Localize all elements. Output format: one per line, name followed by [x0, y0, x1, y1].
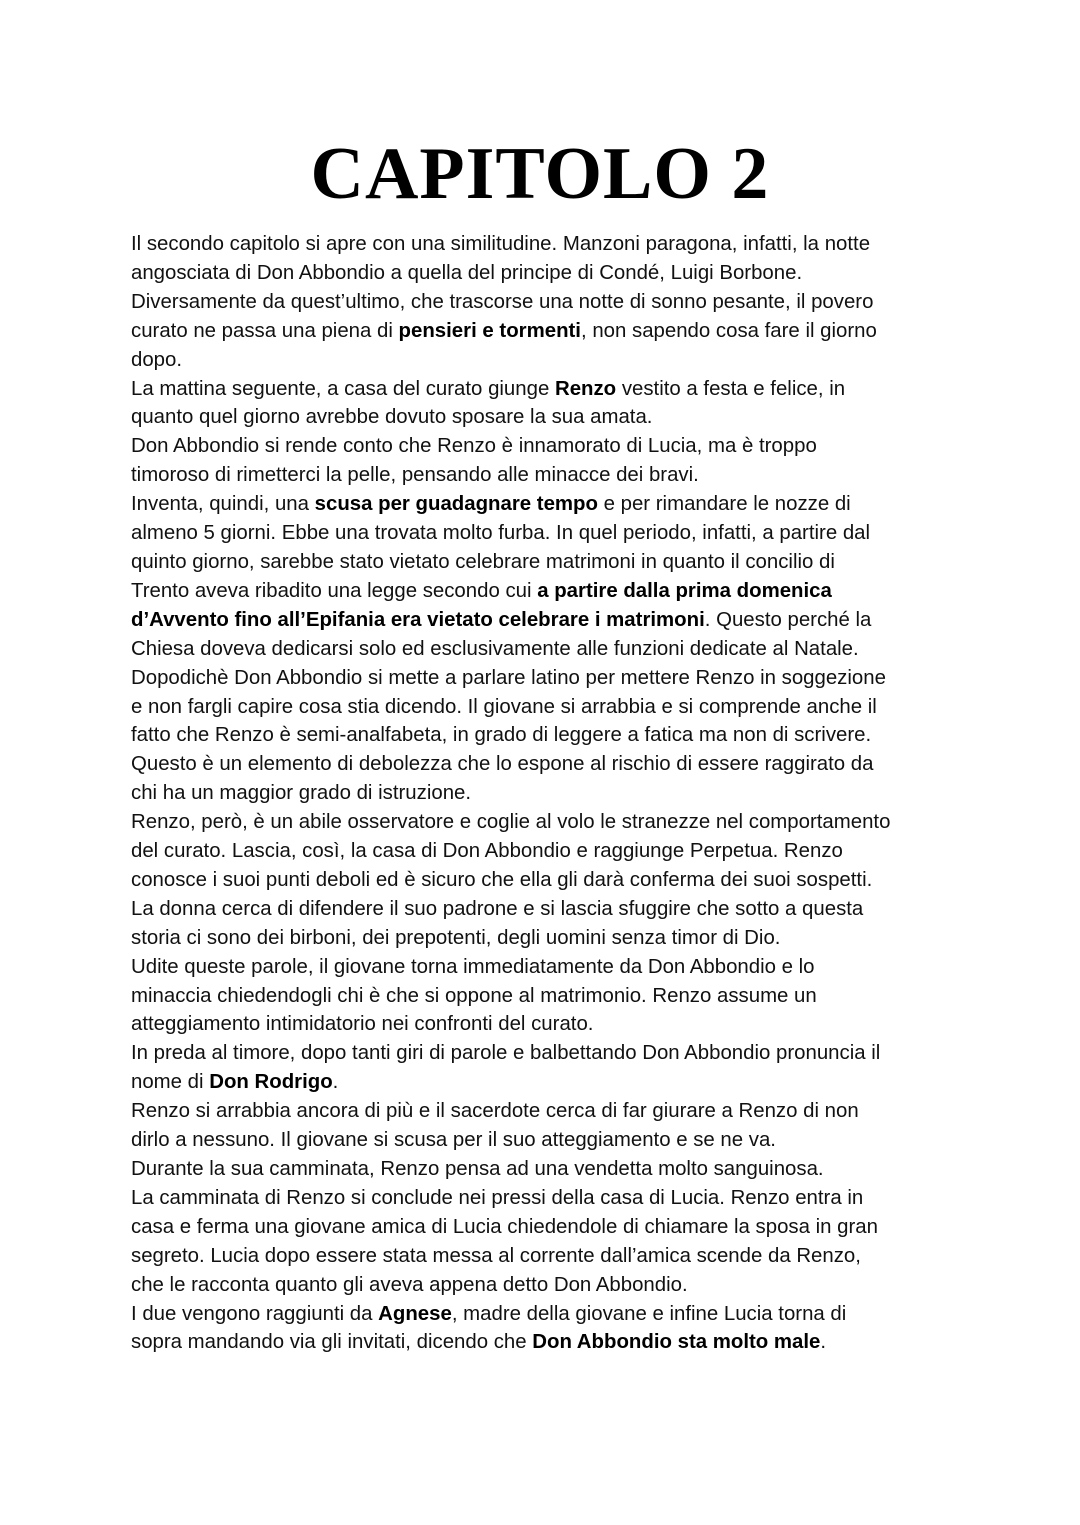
text-run: , non sapendo cosa fare il giorno — [580, 319, 877, 342]
text-line — [131, 230, 951, 259]
text-run: La donna cerca di difendere il suo padrone e si lascia sfuggire che sotto a questa — [131, 897, 864, 920]
text-run: quanto quel giorno avrebbe dovuto sposare la sua amata. — [131, 406, 653, 429]
text-line — [131, 432, 951, 461]
bold-text-run: d’Avvento fino all’Epifania era vietato celebrare i matrimoni — [131, 608, 705, 631]
text-line — [131, 693, 951, 722]
text-run: Il secondo capitolo si apre con una similitudine. Manzoni paragona, infatti, la notte — [131, 233, 871, 255]
text-run: Renzo si arrabbia ancora di più e il sacerdote cerca di far giurare a Renzo di non — [131, 1100, 859, 1123]
text-line — [131, 461, 951, 490]
bold-text-run: scusa per guadagnare tempo — [314, 493, 598, 516]
text-line — [131, 403, 951, 432]
text-line — [131, 1328, 951, 1357]
text-run: Diversamente da quest’ultimo, che trascorse una notte di sonno pesante, il povero — [131, 290, 874, 313]
text-run: dirlo a nessuno. Il giovane si scusa per il suo atteggiamento e se ne va. — [131, 1129, 776, 1152]
text-line — [131, 1155, 951, 1184]
text-line — [131, 1068, 951, 1097]
text-line — [131, 982, 951, 1011]
text-run: Don Abbondio si rende conto che Renzo è innamorato di Lucia, ma è troppo — [131, 435, 817, 458]
document-body — [131, 230, 951, 1357]
text-line — [131, 259, 951, 288]
text-line — [131, 490, 951, 519]
text-run: almeno 5 giorni. Ebbe una trovata molto furba. In quel periodo, infatti, a partire dal — [131, 522, 871, 545]
text-line — [131, 750, 951, 779]
text-run: . — [820, 1331, 827, 1354]
text-run: timoroso di rimetterci la pelle, pensando alle minacce dei bravi. — [131, 464, 699, 487]
text-run: storia ci sono dei birboni, dei prepotenti, degli uomini senza timor di Dio. — [131, 926, 781, 949]
text-line — [131, 1271, 951, 1300]
text-run: dopo. — [131, 348, 183, 371]
text-run: minaccia chiedendogli chi è che si oppone al matrimonio. Renzo assume un — [131, 984, 817, 1007]
text-line — [131, 779, 951, 808]
text-line — [131, 346, 951, 375]
bold-text-run: Agnese — [378, 1302, 452, 1325]
text-run: del curato. Lascia, così, la casa di Don Abbondio e raggiunge Perpetua. Renzo — [131, 840, 843, 863]
text-run: Dopodichè Don Abbondio si mette a parlare latino per mettere Renzo in soggezione — [131, 666, 886, 689]
text-run: nome di — [131, 1071, 210, 1094]
text-run: La camminata di Renzo si conclude nei pressi della casa di Lucia. Renzo entra in — [131, 1186, 864, 1209]
text-line — [131, 1242, 951, 1271]
text-run: curato ne passa una piena di — [131, 319, 399, 342]
text-line — [131, 837, 951, 866]
text-line — [131, 375, 951, 404]
text-run: casa e ferma una giovane amica di Lucia chiedendole di chiamare la sposa in gran — [131, 1215, 878, 1238]
text-line — [131, 1213, 951, 1242]
text-line — [131, 721, 951, 750]
text-line — [131, 1300, 951, 1329]
text-run: vestito a festa e felice, in — [616, 377, 846, 400]
bold-text-run: pensieri e tormenti — [398, 319, 581, 342]
text-line — [131, 606, 951, 635]
text-line — [131, 664, 951, 693]
text-line — [131, 1126, 951, 1155]
text-run: quinto giorno, sarebbe stato vietato celebrare matrimoni in quanto il concilio di — [131, 550, 835, 573]
text-run: fatto che Renzo è semi-analfabeta, in grado di leggere a fatica ma non di scrivere. — [131, 724, 872, 747]
text-run: Renzo, però, è un abile osservatore e coglie al volo le stranezze nel comportamento — [131, 811, 891, 834]
text-run: . — [332, 1071, 339, 1094]
text-line — [131, 895, 951, 924]
text-line — [131, 953, 951, 982]
text-run: atteggiamento intimidatorio nei confronti del curato. — [131, 1013, 594, 1036]
text-run: I due vengono raggiunti da — [131, 1302, 379, 1325]
text-run: , madre della giovane e infine Lucia torna di — [451, 1302, 847, 1325]
bold-text-run: a partire dalla prima domenica — [537, 579, 832, 602]
text-line — [131, 1184, 951, 1213]
text-run: e per rimandare le nozze di — [597, 493, 851, 516]
text-run: In preda al timore, dopo tanti giri di parole e balbettando Don Abbondio pronuncia il — [131, 1042, 881, 1065]
text-run: Inventa, quindi, una — [131, 493, 315, 516]
text-run: conosce i suoi punti deboli ed è sicuro che ella gli darà conferma dei suoi sospetti. — [131, 868, 873, 891]
text-run: e non fargli capire cosa stia dicendo. Il giovane si arrabbia e si comprende anche il — [131, 695, 877, 718]
text-run: La mattina seguente, a casa del curato giunge — [131, 377, 555, 400]
text-line — [131, 866, 951, 895]
text-run: Durante la sua camminata, Renzo pensa ad una vendetta molto sanguinosa. — [131, 1158, 824, 1180]
text-run: Questo è un elemento di debolezza che lo espone al rischio di essere raggirato da — [131, 753, 874, 776]
text-line — [131, 577, 951, 606]
text-run: . Questo perché la — [704, 608, 872, 631]
text-run: Udite queste parole, il giovane torna immediatamente da Don Abbondio e lo — [131, 955, 815, 978]
text-run: chi ha un maggior grado di istruzione. — [131, 782, 472, 805]
text-line — [131, 808, 951, 837]
text-run: sopra mandando via gli invitati, dicendo che — [131, 1331, 533, 1354]
text-line — [131, 548, 951, 577]
text-line — [131, 635, 951, 664]
text-run: che le racconta quanto gli aveva appena detto Don Abbondio. — [131, 1273, 688, 1296]
text-line — [131, 288, 951, 317]
text-run: Trento aveva ribadito una legge secondo cui — [131, 579, 538, 602]
text-run: angosciata di Don Abbondio a quella del principe di Condé, Luigi Borbone. — [131, 261, 803, 284]
text-line — [131, 519, 951, 548]
text-line — [131, 1010, 951, 1039]
bold-text-run: Renzo — [554, 377, 617, 400]
bold-text-run: Don Rodrigo — [209, 1071, 333, 1094]
text-line — [131, 317, 951, 346]
bold-text-run: Don Abbondio sta molto male — [532, 1331, 821, 1354]
text-run: segreto. Lucia dopo essere stata messa al corrente dall’amica scende da Renzo, — [131, 1244, 861, 1267]
page-title: CAPITOLO 2 — [310, 133, 770, 215]
text-line — [131, 1039, 951, 1068]
text-line — [131, 1097, 951, 1126]
text-line — [131, 924, 951, 953]
text-run: Chiesa doveva dedicarsi solo ed esclusivamente alle funzioni dedicate al Natale. — [131, 637, 859, 660]
